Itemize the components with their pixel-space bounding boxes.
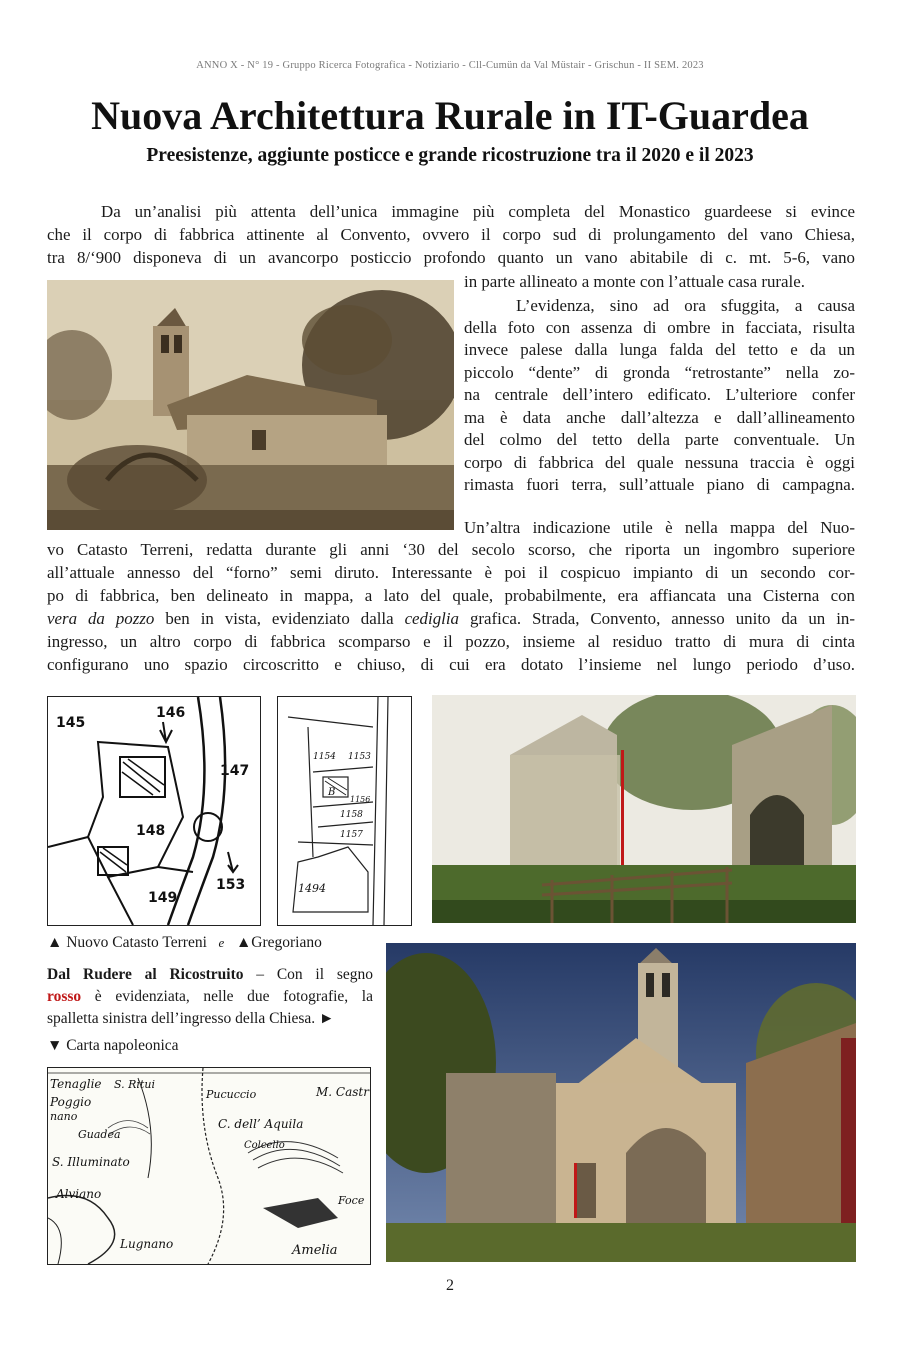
map-number: 145 xyxy=(56,715,86,731)
map-number: 147 xyxy=(220,763,250,779)
caption-text: – Con il segno xyxy=(243,966,373,983)
text-line: rimasta fuori terra, sull’attuale piano di campagna. xyxy=(464,475,855,494)
historical-sepia-photo xyxy=(47,280,454,530)
caption-line xyxy=(47,986,373,1007)
caption-gregoriano: ▲Gregoriano xyxy=(235,934,322,951)
article-title: Nuova Architettura Rurale in IT-Guardea xyxy=(91,93,809,138)
map-place: Pucuccio xyxy=(206,1088,257,1101)
caption-napoleon: ▼ Carta napoleonica xyxy=(47,1037,179,1054)
text-span: grafica. Strada, Convento, annesso unito da un in- xyxy=(458,609,855,628)
text-line: all’attuale annesso del “forno” semi diruto. Interessante è poi il cospicuo impianto di un secondo cor- xyxy=(47,563,855,582)
text-line: della foto con assenza di ombre in facciata, risulta xyxy=(464,318,855,337)
text-line: Da un’analisi più attenta dell’unica immagine più completa del Monastico guardeese si evince xyxy=(101,202,855,221)
map-number: 149 xyxy=(148,890,178,906)
text-line: ingresso, un altro corpo di fabbrica scomparso e il pozzo, insieme al residuo tratto di mura di cinta xyxy=(47,632,855,651)
map-letter: B xyxy=(328,787,336,798)
text-line: in parte allineato a monte con l’attuale casa rurale. xyxy=(464,272,805,291)
text-line: na centrale dell’intero edificato. L’ulteriore confer xyxy=(464,385,855,404)
map-nuovo-catasto xyxy=(47,696,261,926)
text-line: L’evidenza, sino ad ora sfuggita, a causa xyxy=(516,296,855,315)
map-carta-napoleonica xyxy=(47,1067,371,1265)
text-line: configurano uno spazio circoscritto e chiuso, di cui era dotato l’insieme nel lungo periodo d’uso. xyxy=(47,655,855,674)
text-line xyxy=(47,608,855,630)
page-number: 2 xyxy=(446,1277,454,1294)
map-number: 153 xyxy=(216,877,246,893)
running-head: ANNO X - N° 19 - Gruppo Ricerca Fotografica - Notiziario - Cll-Cumün da Val Müstair - Grischun - II SEM. 2023 xyxy=(196,60,704,71)
map-number: 1156 xyxy=(350,795,371,804)
map-place: Lugnano xyxy=(120,1237,174,1251)
map-place: S. Ritui xyxy=(114,1078,155,1091)
article-subtitle: Preesistenze, aggiunte posticce e grande ricostruzione tra il 2020 e il 2023 xyxy=(146,145,754,166)
map-place: Foce xyxy=(338,1194,365,1207)
map-place: nano xyxy=(50,1110,78,1123)
map-place: Guadea xyxy=(78,1128,121,1141)
caption-line: spalletta sinistra dell’ingresso della Chiesa. ► xyxy=(47,1010,335,1027)
map-place: Tenaglie xyxy=(50,1077,102,1091)
map-place: C. dell’ Aquila xyxy=(218,1117,304,1131)
text-line: tra 8/‘900 disponeva di un avancorpo posticcio profondo quanto un vano abitabile di c. mt. 5-6, vano xyxy=(47,248,855,267)
caption-line xyxy=(47,964,373,985)
caption-bold: Dal Rudere al Ricostruito xyxy=(47,966,244,983)
caption-text: è evidenziata, nelle due fotografie, la xyxy=(81,988,373,1005)
text-line: vo Catasto Terreni, redatta durante gli anni ‘30 del secolo scorso, che riporta un ingombro superiore xyxy=(47,540,855,559)
text-em: cediglia xyxy=(404,609,459,628)
caption-conjunction: e xyxy=(218,935,225,950)
map-place: S. Illuminato xyxy=(52,1155,130,1169)
text-span: ben in vista, evidenziato dalla xyxy=(154,609,405,628)
text-line: po di fabbrica, ben delineato in mappa, a lato del quale, probabilmente, era affiancata una Cisterna con xyxy=(47,586,855,605)
map-number: 146 xyxy=(156,705,186,721)
map-place: Poggio xyxy=(50,1095,92,1109)
text-line: corpo di fabbrica del quale nessuna traccia è oggi xyxy=(464,453,855,472)
photo-rebuilt-church xyxy=(386,943,856,1262)
map-number: 1153 xyxy=(348,752,371,762)
map-place: Amelia xyxy=(292,1243,338,1258)
map-place: Colcello xyxy=(244,1140,285,1151)
map-gregoriano xyxy=(277,696,412,926)
map-place: Alviano xyxy=(56,1187,102,1201)
photo-ruin-church xyxy=(432,695,856,923)
text-line: invece palese dalla lunga falda del tetto e da un xyxy=(464,340,855,359)
text-em: vera da pozzo xyxy=(47,609,155,628)
map-number: 1154 xyxy=(313,752,336,762)
text-line: ma è data anche dall’altezza e dall’allineamento xyxy=(464,408,855,427)
text-line: piccolo “dente” di gronda “retrostante” nella zo- xyxy=(464,363,855,382)
caption-catasto: ▲ Nuovo Catasto Terreni xyxy=(47,934,207,951)
caption-red-word: rosso xyxy=(47,988,82,1005)
map-place: M. Castr xyxy=(316,1085,369,1099)
map-number: 148 xyxy=(136,823,166,839)
map-number: 1158 xyxy=(340,810,363,820)
map-number: 1494 xyxy=(298,882,326,895)
text-line: del colmo del tetto della parte conventuale. Un xyxy=(464,430,855,449)
caption-maps xyxy=(47,934,322,952)
text-line: Un’altra indicazione utile è nella mappa del Nuo- xyxy=(464,518,855,537)
text-line: che il corpo di fabbrica attinente al Convento, ovvero il corpo sud di prolungamento del vano Chiesa, xyxy=(47,225,855,244)
map-number: 1157 xyxy=(340,830,363,840)
